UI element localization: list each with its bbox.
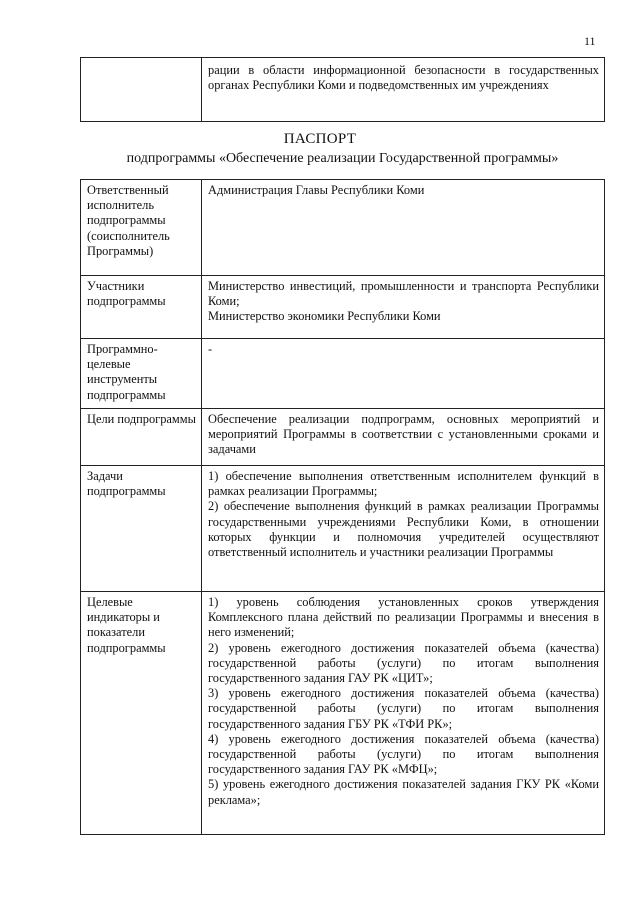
- row-line: Обеспечение реализации подпрограмм, основных мероприятий и мероприятий Программы в соответствии с установленными сроками и задачами: [208, 412, 599, 457]
- row-value: [202, 276, 605, 339]
- row-line: Администрация Главы Республики Коми: [208, 183, 425, 197]
- passport-title: ПАСПОРТ: [283, 131, 357, 147]
- row-label: Задачи подпрограммы: [81, 466, 202, 592]
- table-row: [81, 58, 605, 122]
- row-line: 2) обеспечение выполнения функций в рамках реализации Программы государственными учреждениями Республики Коми, в отношении которых функции и полномочия учредителей осуществляют ответственный исполнитель и участники реализации Программы: [208, 499, 599, 560]
- table-row: [81, 276, 605, 339]
- row-line: 1) обеспечение выполнения ответственным исполнителем функций в рамках реализации Программы;: [208, 469, 599, 499]
- page-number: 11: [584, 34, 596, 48]
- row-line: 4) уровень ежегодного достижения показателей объема (качества) государственной работы (услуги) по итогам выполнения государственного задания ГАУ РК «МФЦ»;: [208, 731, 599, 777]
- continuation-label-cell: [81, 58, 202, 122]
- table-row: [81, 409, 605, 466]
- row-label: Цели подпрограммы: [81, 409, 202, 466]
- row-label: Ответственный исполнитель подпрограммы (соисполнитель Программы): [81, 180, 202, 276]
- row-value: [202, 466, 605, 592]
- row-value: [202, 339, 605, 409]
- passport-table: [80, 179, 605, 835]
- row-label: Участники подпрограммы: [81, 276, 202, 339]
- passport-subtitle: подпрограммы «Обеспечение реализации Государственной программы»: [126, 151, 559, 166]
- row-label: Целевые индикаторы и показатели подпрограммы: [81, 592, 202, 835]
- row-label: Программно-целевые инструменты подпрограммы: [81, 339, 202, 409]
- row-line: Министерство экономики Республики Коми: [208, 309, 441, 324]
- continuation-table: [80, 57, 605, 122]
- row-value: [202, 409, 605, 466]
- table-row: [81, 466, 605, 592]
- row-line: 5) уровень ежегодного достижения показателей задания ГКУ РК «Коми реклама»;: [208, 777, 599, 807]
- row-line: -: [208, 342, 213, 356]
- row-value: [202, 592, 605, 835]
- table-row: [81, 592, 605, 835]
- row-line: 2) уровень ежегодного достижения показателей объема (качества) государственной работы (услуги) по итогам выполнения государственного задания ГАУ РК «ЦИТ»;: [208, 640, 599, 686]
- row-line: 3) уровень ежегодного достижения показателей объема (качества) государственной работы (услуги) по итогам выполнения государственного задания ГБУ РК «ТФИ РК»;: [208, 686, 599, 731]
- table-row: [81, 339, 605, 409]
- row-line: 1) уровень соблюдения установленных сроков утверждения Комплексного плана действий по реализации Программы и внесения в него изменений;: [208, 595, 599, 640]
- table-row: [81, 180, 605, 276]
- row-value: [202, 180, 605, 276]
- continuation-value-cell: рации в области информационной безопасности в государственных органах Республики Коми и подведомственных им учреждениях: [202, 58, 605, 122]
- row-line: Министерство инвестиций, промышленности и транспорта Республики Коми;: [208, 279, 599, 309]
